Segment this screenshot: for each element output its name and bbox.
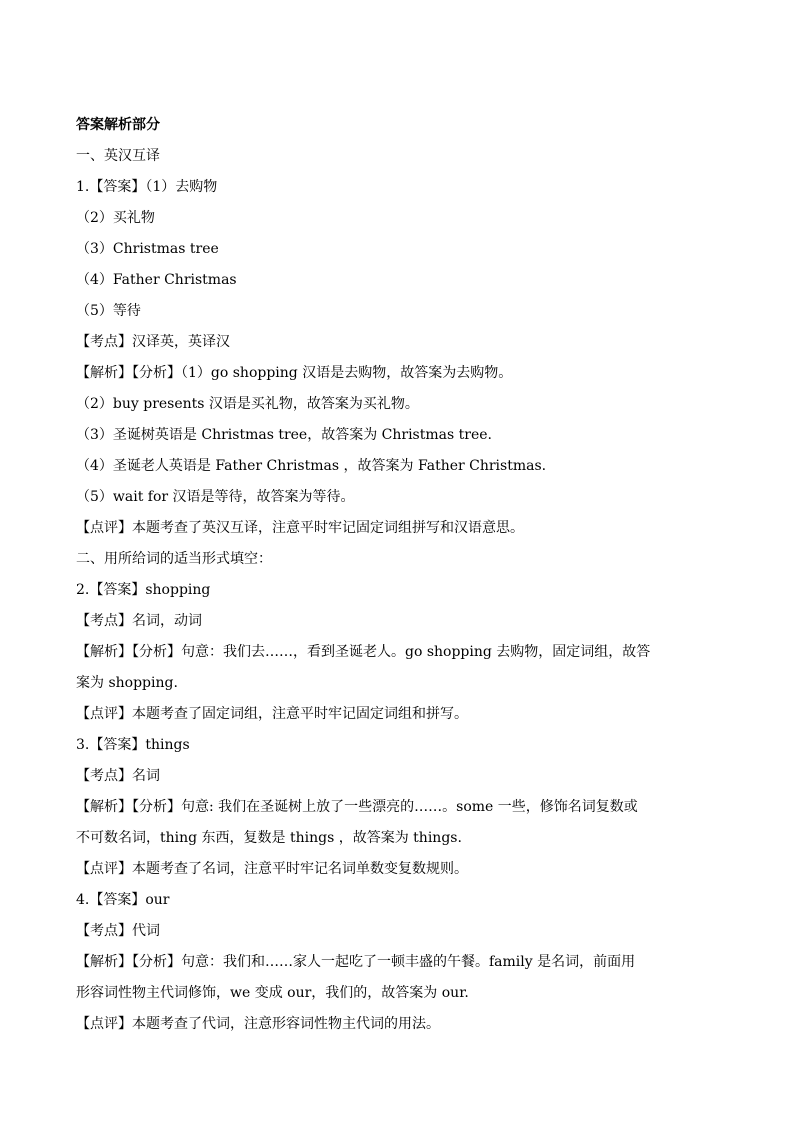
knowledge-point-3: 【考点】名词 (76, 768, 160, 784)
comment-3: 【点评】本题考查了名词，注意平时牢记名词单数变复数规则。 (76, 861, 468, 877)
analysis-1-item-4: （4）圣诞老人英语是 Father Christmas ，故答案为 Father Christmas. (76, 458, 547, 474)
analysis-2-cont: 案为 shopping. (76, 675, 178, 691)
analysis-1-item-5: （5）wait for 汉语是等待，故答案为等待。 (76, 489, 355, 505)
comment-4: 【点评】本题考查了代词，注意形容词性物主代词的用法。 (76, 1016, 440, 1032)
analysis-3-cont: 不可数名词，thing 东西，复数是 things ，故答案为 things. (76, 830, 462, 846)
comment-2: 【点评】本题考查了固定词组，注意平时牢记固定词组和拼写。 (76, 706, 468, 722)
answer-3: 3.【答案】things (76, 737, 190, 753)
comment-1: 【点评】本题考查了英汉互译，注意平时牢记固定词组拼写和汉语意思。 (76, 520, 524, 536)
knowledge-point-1: 【考点】汉译英，英译汉 (76, 334, 230, 350)
analysis-2: 【解析】【分析】句意：我们去……，看到圣诞老人。go shopping 去购物，固定词组，故答 (76, 644, 651, 660)
analysis-1-item-2: （2）buy presents 汉语是买礼物，故答案为买礼物。 (76, 396, 419, 412)
analysis-3: 【解析】【分析】句意: 我们在圣诞树上放了一些漂亮的……。some 一些，修饰名词复数或 (76, 799, 638, 815)
answer-1-item-3: （3）Christmas tree (76, 241, 219, 257)
answer-1-item-2: （2）买礼物 (76, 210, 155, 226)
analysis-1: 【解析】【分析】（1）go shopping 汉语是去购物，故答案为去购物。 (76, 365, 513, 381)
page-title: 答案解析部分 (76, 117, 160, 133)
analysis-4: 【解析】【分析】句意：我们和……家人一起吃了一顿丰盛的午餐。family 是名词，前面用 (76, 954, 636, 970)
knowledge-point-2: 【考点】名词，动词 (76, 613, 202, 629)
section-heading-2: 二、用所给词的适当形式填空： (76, 551, 272, 567)
answer-2: 2.【答案】shopping (76, 582, 211, 598)
analysis-4-cont: 形容词性物主代词修饰，we 变成 our，我们的，故答案为 our. (76, 985, 469, 1001)
answer-1-item-5: （5）等待 (76, 303, 141, 319)
answer-1: 1.【答案】（1）去购物 (76, 179, 218, 195)
knowledge-point-4: 【考点】代词 (76, 923, 160, 939)
answer-4: 4.【答案】our (76, 892, 170, 908)
answer-document (76, 110, 726, 1040)
analysis-1-item-3: （3）圣诞树英语是 Christmas tree，故答案为 Christmas tree. (76, 427, 492, 443)
answer-1-item-4: （4）Father Christmas (76, 272, 237, 288)
section-heading-1: 一、英汉互译 (76, 148, 160, 164)
